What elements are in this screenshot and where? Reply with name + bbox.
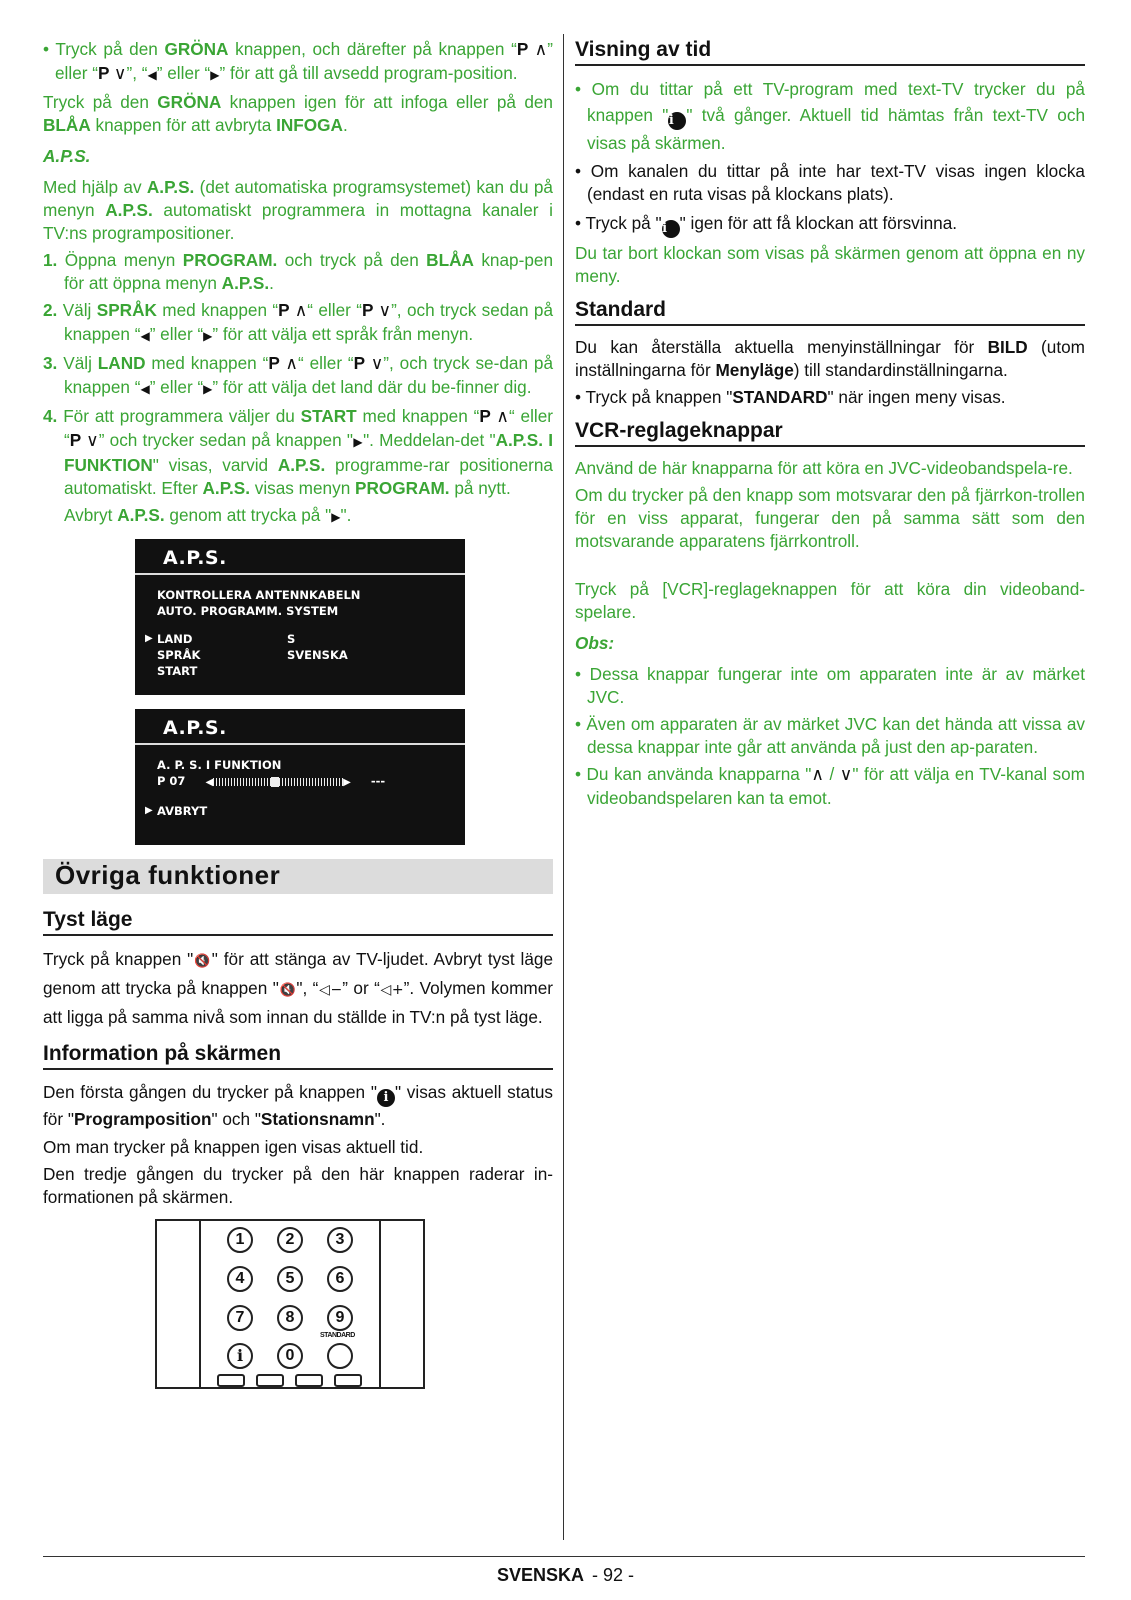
p-key: P (268, 353, 286, 373)
osd-key: SPRÅK (157, 648, 201, 662)
text: ” eller “ (156, 63, 211, 83)
right-arrow-icon: ▶ (343, 777, 351, 788)
osd-progress-row (157, 773, 445, 791)
text: ", “ (296, 978, 319, 998)
key-3: 3 (327, 1227, 353, 1253)
obs-label: Obs: (575, 633, 615, 653)
text: " när ingen meny visas. (827, 387, 1006, 407)
text: genom att trycka på " (164, 505, 332, 525)
text: ". (340, 505, 352, 525)
bold-text: PROGRAM. (182, 250, 278, 270)
bold-text: Programposition (73, 1109, 212, 1129)
bold-text: A.P.S. (202, 478, 250, 498)
bold-text: START (300, 406, 357, 426)
text: ) till standardinställningarna. (793, 360, 1008, 380)
info-icon: i (377, 1089, 395, 1107)
info-icon: i (662, 220, 680, 238)
remote-right-edge (379, 1219, 425, 1389)
text: och tryck på den (277, 250, 427, 270)
text: ”, “ (126, 63, 148, 83)
osd-line: A. P. S. I FUNKTION (157, 758, 282, 772)
osd-title: A.P.S. (163, 547, 227, 569)
text: / (824, 764, 840, 784)
text: ". Meddelan-det " (363, 430, 496, 450)
right-column (575, 38, 1085, 810)
text: med knappen “ (156, 300, 279, 320)
text: ” och trycker sedan på knappen " (98, 430, 353, 450)
text: " för att välja en TV-kanal som videobandspelaren kan ta emot. (587, 764, 1085, 808)
bold-text: A.P.S. (221, 273, 270, 293)
paragraph-insert-step (43, 38, 553, 87)
info-icon: i (668, 112, 686, 130)
osd-key: LAND (157, 632, 193, 646)
osd-program-number: P 07 (157, 774, 186, 788)
p-key: P (516, 39, 535, 59)
volume-up-icon: ◁+ (379, 982, 404, 998)
right-arrow-icon: ▶ (352, 435, 364, 449)
page-footer (0, 1565, 1131, 1586)
step-1 (43, 249, 553, 295)
selection-arrow-icon: ▶ (145, 805, 153, 816)
left-arrow-icon: ◀ (140, 329, 150, 343)
text: Med hjälp av (43, 177, 147, 197)
step-4 (43, 405, 553, 500)
text: på nytt. (449, 478, 511, 498)
page-number: - 92 - (592, 1565, 635, 1585)
text: Välj (63, 353, 98, 373)
bold-text: STANDARD (732, 387, 828, 407)
text: ” för att gå till avsedd program-position. (219, 63, 518, 83)
osd-row-land (145, 631, 445, 647)
paragraph-aps-intro (43, 176, 553, 245)
down-icon: ∨ (370, 354, 384, 374)
left-arrow-icon: ◀ (147, 68, 157, 82)
osd-title: A.P.S. (163, 717, 227, 739)
text: Du kan återställa aktuella menyinställningar för (575, 337, 988, 357)
text: knap-pen för att öppna menyn (64, 250, 554, 293)
step-number: 4. (43, 406, 64, 426)
bold-text: A.P.S. (146, 177, 195, 197)
key-1: 1 (227, 1227, 253, 1253)
bold-text: INFOGA (276, 115, 343, 135)
text: Välj (62, 300, 97, 320)
down-icon: ∨ (113, 64, 127, 84)
osd-value: S (287, 632, 296, 646)
text: “ eller “ (64, 406, 554, 450)
remote-control-illustration (155, 1219, 425, 1389)
paragraph-vcr-3: Tryck på [VCR]-reglageknappen för att köra din videoband-spelare. (575, 579, 1085, 622)
column-divider (563, 34, 564, 1540)
left-column (43, 38, 553, 1389)
up-icon: ∧ (285, 354, 298, 374)
text: knappen, och därefter på knappen “ (228, 39, 517, 59)
selection-arrow-icon: ▶ (145, 633, 153, 644)
text: " två gånger. Aktuell tid hämtas från text-TV och visas på skärmen. (587, 105, 1086, 153)
down-icon: ∨ (86, 431, 99, 451)
text: visas menyn (249, 478, 356, 498)
text: ". (374, 1109, 386, 1129)
step-3 (43, 352, 553, 401)
text: automatiskt programmera in mottagna kanaler i TV:ns programpositioner. (43, 200, 553, 243)
osd-aps-running (135, 709, 465, 845)
volume-down-icon: ◁− (318, 982, 343, 998)
text: programme-rar positionerna automatiskt. Efter (64, 455, 553, 498)
text: " för att stänga av TV-ljudet. Avbryt tyst läge genom att trycka på knappen " (43, 949, 554, 998)
key-9: 9 (327, 1305, 353, 1331)
key-5: 5 (277, 1266, 303, 1292)
key-6: 6 (327, 1266, 353, 1292)
heading-visning-av-tid: Visning av tid (575, 38, 1085, 66)
footer-language: SVENSKA (496, 1565, 584, 1585)
osd-key: START (157, 664, 198, 678)
text: “ eller “ (297, 353, 354, 373)
paragraph-time-4: Du tar bort klockan som visas på skärmen genom att öppna en ny meny. (575, 243, 1085, 286)
search-progress-bar (213, 778, 343, 786)
text: “ eller “ (307, 300, 362, 320)
text: ”, och tryck sedan på knappen “ (64, 300, 554, 344)
text: ” eller “ (55, 39, 553, 83)
paragraph-standard-2 (575, 386, 1085, 409)
osd-key: AVBRYT (157, 804, 208, 818)
osd-line: KONTROLLERA ANTENNKABELN (157, 588, 361, 602)
mute-icon: 🔇 (278, 983, 297, 998)
p-key: P (69, 430, 87, 450)
function-key (256, 1374, 284, 1387)
paragraph-time-1 (575, 76, 1085, 156)
function-key (295, 1374, 323, 1387)
bold-text: BILD (987, 337, 1028, 357)
bold-text: A.P.S. (277, 455, 326, 475)
bold-text: GRÖNA (164, 39, 229, 59)
footer-rule (43, 1556, 1085, 1557)
bold-text: BLÅA (43, 115, 91, 135)
text: " visas, varvid (152, 455, 278, 475)
text: knappen för att avbryta (90, 115, 277, 135)
text: knappen igen för att infoga eller på den (221, 92, 553, 112)
text: För att programmera väljer du (63, 406, 301, 426)
key-2: 2 (277, 1227, 303, 1253)
text: ”, och tryck se-dan på knappen “ (64, 353, 554, 397)
bold-text: A.P.S. I FUNKTION (64, 430, 554, 475)
paragraph-time-2: • Om kanalen du tittar på inte har text-TV visas ingen klocka (endast en ruta visas på klockans plats). (575, 161, 1085, 204)
text: med knappen “ (356, 406, 480, 426)
p-key: P (361, 300, 379, 320)
text: • Tryck på den (43, 39, 165, 59)
text: med knappen “ (145, 353, 269, 373)
up-icon: ∧ (534, 40, 548, 60)
info-key-icon: i (227, 1343, 253, 1369)
up-icon: ∧ (811, 765, 825, 785)
bold-text: BLÅA (426, 250, 474, 270)
right-arrow-icon: ▶ (203, 382, 213, 396)
p-key: P (97, 63, 114, 83)
step-2 (43, 299, 553, 348)
paragraph-standard-1 (575, 336, 1085, 382)
right-arrow-icon: ▶ (331, 510, 341, 524)
paragraph-vcr-2: Om du trycker på den knapp som motsvarar den på fjärrkon-trollen för en viss apparat, fungerar den på samma sätt som den motsvarande apparatens fjärrkontroll. (575, 485, 1085, 551)
p-key: P (353, 353, 371, 373)
abort-line (43, 504, 553, 529)
standard-key (327, 1343, 353, 1369)
heading-vcr: VCR-reglageknappar (575, 419, 1085, 447)
text: Avbryt (64, 505, 118, 525)
step-number: 2. (43, 300, 63, 320)
paragraph-green-blue (43, 91, 553, 137)
text: ” eller “ (149, 377, 204, 397)
paragraph-mute (43, 946, 553, 1030)
text: ”. Volymen kommer att ligga på samma nivå som innan du ställde in TV:n på tyst läge. (43, 978, 554, 1027)
left-arrow-icon: ◀ (205, 777, 214, 788)
bold-text: SPRÅK (96, 300, 157, 320)
p-key: P (479, 406, 497, 426)
osd-line: AUTO. PROGRAMM. SYSTEM (157, 604, 339, 618)
text: Tryck på den (43, 92, 158, 112)
standard-label: STANDARD (320, 1332, 355, 1339)
up-icon: ∧ (496, 407, 509, 427)
paragraph-vcr-1: Använd de här knapparna för att köra en JVC-videobandspela-re. (575, 458, 1073, 478)
p-key: P (278, 300, 295, 320)
text: • Du kan använda knapparna " (575, 764, 812, 784)
obs-bullet-2: • Även om apparaten är av märket JVC kan det hända att vissa av dessa knappar inte går att använda på just den ap-paraten. (575, 714, 1085, 757)
heading-information: Information på skärmen (43, 1042, 553, 1070)
step-number: 1. (43, 250, 65, 270)
key-8: 8 (277, 1305, 303, 1331)
text: Öppna menyn (64, 250, 183, 270)
bold-text: PROGRAM. (355, 478, 450, 498)
obs-bullet-3 (575, 763, 1085, 810)
osd-abort-row (145, 803, 445, 819)
text: • Om du tittar på ett TV-program med text-TV trycker du på knappen " (575, 79, 1085, 125)
step-number: 3. (43, 353, 64, 373)
heading-tyst-lage: Tyst läge (43, 908, 553, 936)
right-arrow-icon: ▶ (203, 329, 213, 343)
text: ” för att välja ett språk från menyn. (212, 324, 474, 344)
down-icon: ∨ (378, 301, 392, 321)
paragraph-info-1 (43, 1080, 553, 1132)
paragraph-time-3 (575, 210, 1085, 238)
left-arrow-icon: ◀ (140, 382, 150, 396)
osd-aps-menu (135, 539, 465, 695)
text: • Tryck på " (575, 213, 662, 233)
aps-subheading: A.P.S. (43, 146, 91, 166)
key-7: 7 (227, 1305, 253, 1331)
osd-row-sprak (157, 647, 445, 663)
bold-text: LAND (97, 353, 146, 373)
function-key (334, 1374, 362, 1387)
up-icon: ∧ (294, 301, 308, 321)
osd-value: SVENSKA (287, 648, 348, 662)
right-arrow-icon: ▶ (210, 68, 220, 82)
text: • Tryck på knappen " (575, 387, 733, 407)
text: . (342, 115, 348, 135)
text: Den första gången du trycker på knappen " (43, 1082, 377, 1102)
text: " och " (211, 1109, 261, 1129)
bold-text: Stationsnamn (260, 1109, 375, 1129)
osd-frequency: --- (370, 774, 386, 788)
bold-text: Menyläge (715, 360, 794, 380)
mute-icon: 🔇 (193, 954, 212, 969)
down-icon: ∨ (839, 765, 853, 785)
section-heading-ovriga: Övriga funktioner (43, 859, 553, 894)
bold-text: A.P.S. (117, 505, 165, 525)
text: " visas aktuell status för " (43, 1082, 553, 1129)
text: . (269, 273, 274, 293)
text: ” or “ (342, 978, 380, 998)
text: (utom inställningarna för (575, 337, 1085, 380)
text: ” eller “ (149, 324, 204, 344)
paragraph-info-2: Om man trycker på knappen igen visas aktuell tid. (43, 1137, 424, 1157)
remote-left-edge (155, 1219, 201, 1389)
bold-text: GRÖNA (157, 92, 222, 112)
paragraph-info-3: Den tredje gången du trycker på den här knappen raderar in-formationen på skärmen. (43, 1164, 553, 1207)
key-4: 4 (227, 1266, 253, 1292)
obs-bullet-1: • Dessa knappar fungerar inte om apparaten inte är av märket JVC. (575, 664, 1085, 707)
heading-standard: Standard (575, 298, 1085, 326)
text: ” för att välja det land där du be-finner dig. (212, 377, 532, 397)
text: (det automatiska programsystemet) kan du på menyn (43, 177, 553, 220)
function-key (217, 1374, 245, 1387)
osd-row-start (157, 663, 445, 679)
text: " igen för att få klockan att försvinna. (679, 213, 958, 233)
key-0: 0 (277, 1343, 303, 1369)
bold-text: A.P.S. (105, 200, 153, 220)
text: Tryck på knappen " (43, 949, 194, 969)
